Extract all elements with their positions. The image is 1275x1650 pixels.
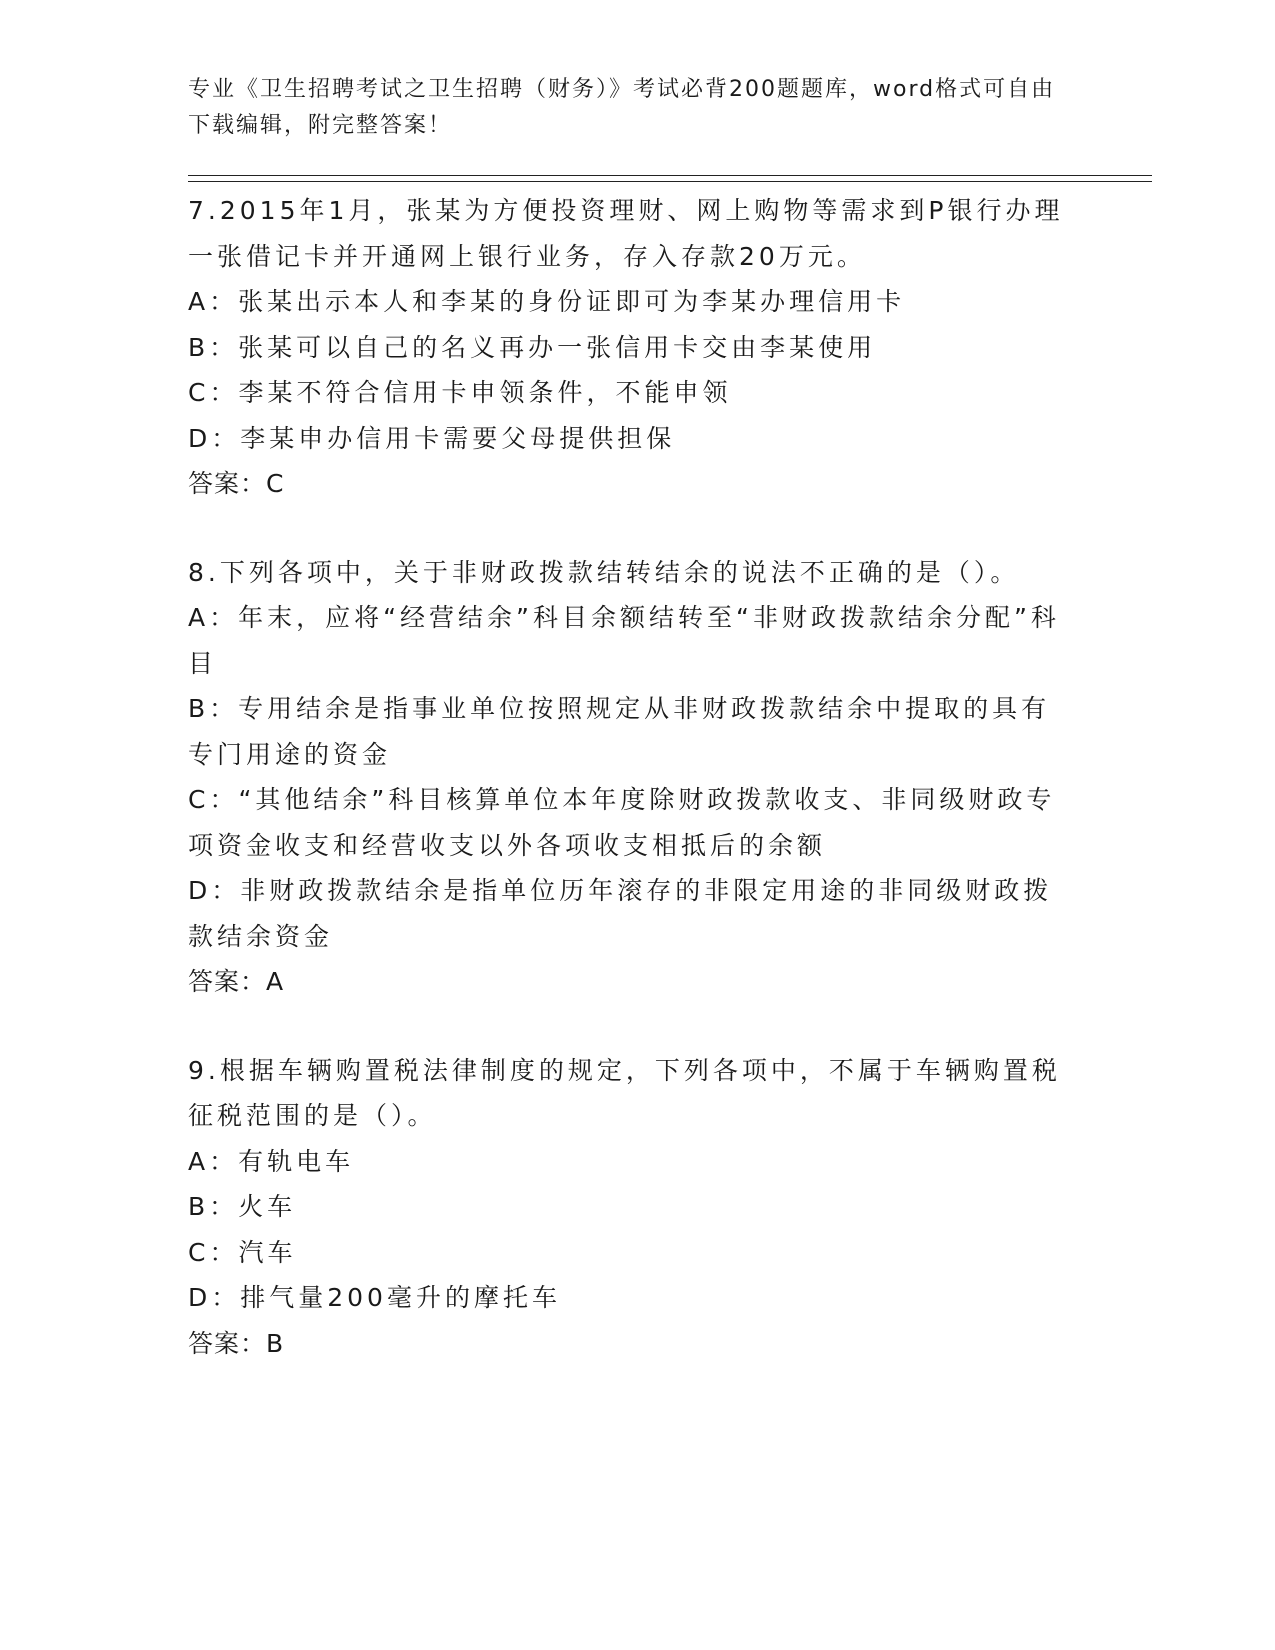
option-a: A：张某出示本人和李某的身份证即可为李某办理信用卡 [188,287,906,316]
question-stem: 9.根据车辆购置税法律制度的规定，下列各项中，不属于车辆购置税征税范围的是（）。 [188,1055,1061,1130]
option-c: C：汽车 [188,1237,297,1267]
header-rule-top [188,175,1152,176]
header-rule-bottom [188,181,1152,182]
option-d: D：非财政拨款结余是指单位历年滚存的非限定用途的非同级财政拨款结余资金 [188,876,1053,951]
option-b: B：专用结余是指事业单位按照规定从非财政拨款结余中提取的具有专门用途的资金 [188,694,1051,769]
question-list [188,188,1068,1409]
option-d: D：排气量200毫升的摩托车 [188,1283,561,1312]
option-b: B：火车 [188,1192,297,1221]
question-8 [188,550,1068,1005]
page-header: 专业《卫生招聘考试之卫生招聘（财务）》考试必背200题题库，word格式可自由下载编辑，附完整答案！ [188,77,1056,138]
question-stem: 7.2015年1月，张某为方便投资理财、网上购物等需求到P银行办理一张借记卡并开通网上银行业务，存入存款20万元。 [188,196,1064,271]
option-d: D：李某申办信用卡需要父母提供担保 [188,423,676,453]
option-b: B：张某可以自己的名义再办一张信用卡交由李某使用 [188,332,877,362]
answer-label: 答案：C [188,469,285,498]
answer-label: 答案：B [188,1328,285,1358]
option-c: C：李某不符合信用卡申领条件，不能申领 [188,378,732,407]
answer-label: 答案：A [188,967,285,996]
question-7 [188,188,1068,507]
option-a: A：有轨电车 [188,1146,355,1176]
question-stem: 8.下列各项中，关于非财政拨款结转结余的说法不正确的是（）。 [188,557,1020,587]
question-9 [188,1048,1068,1367]
option-c: C：“其他结余”科目核算单位本年度除财政拨款收支、非同级财政专项资金收支和经营收支以外各项收支相抵后的余额 [188,785,1056,860]
option-a: A：年末，应将“经营结余”科目余额结转至“非财政拨款结余分配”科目 [188,603,1060,678]
